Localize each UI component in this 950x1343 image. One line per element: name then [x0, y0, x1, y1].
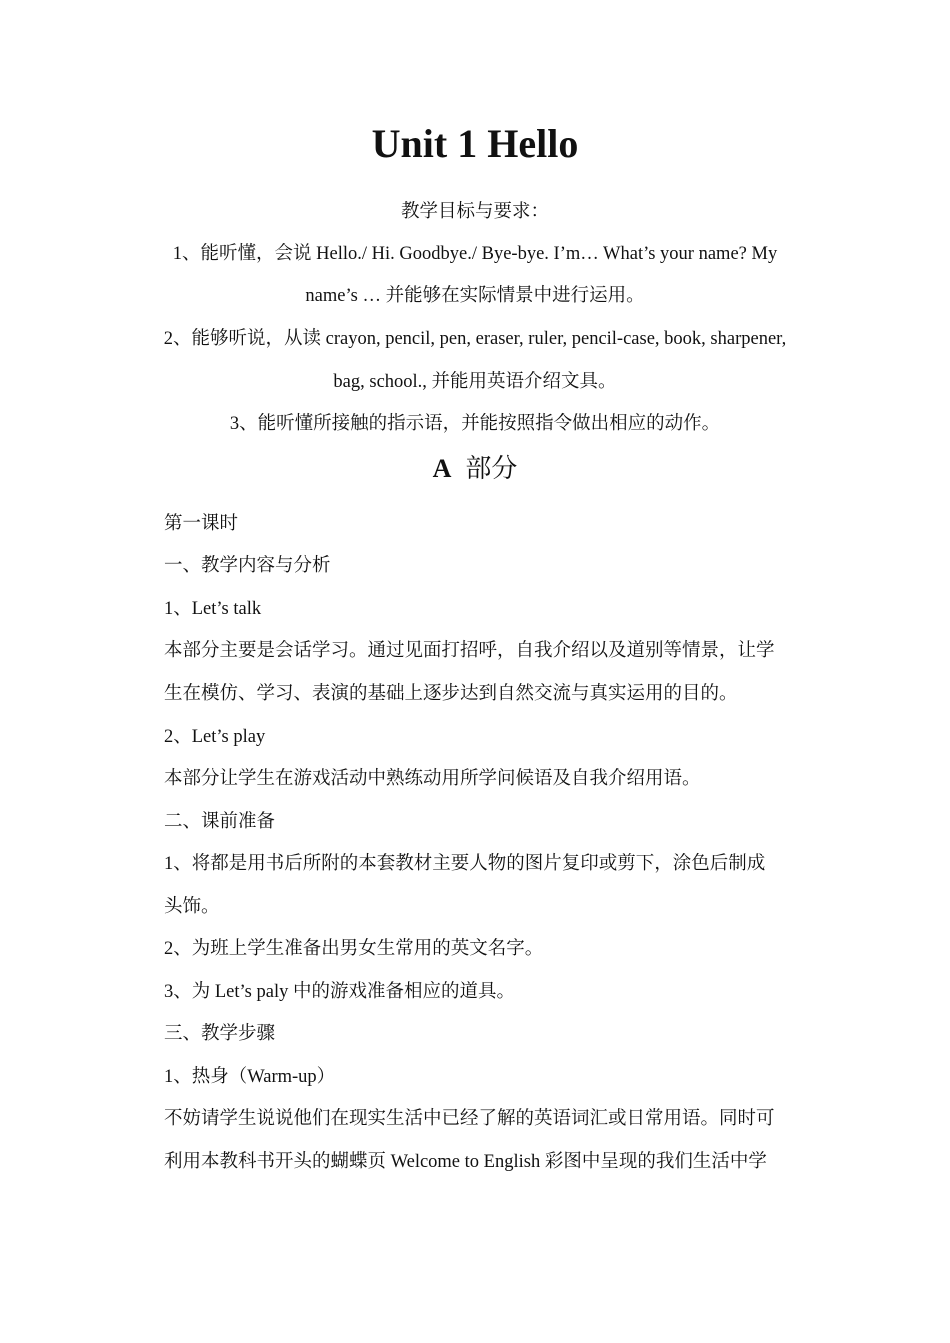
- goals-heading: 教学目标与要求：: [400, 202, 549, 222]
- goal-line: 2、能够听说，从读 crayon, pencil, pen, eraser, ruler, pencil-case, book, sharpener,: [163, 329, 787, 349]
- subsection-heading: 一、教学内容与分析: [164, 556, 331, 576]
- item-heading: 2、Let’s play: [164, 727, 266, 747]
- paragraph-line: 3、为 Let’s paly 中的游戏准备相应的道具。: [164, 982, 515, 1002]
- paragraph-line: 生在模仿、学习、表演的基础上逐步达到自然交流与真实运用的目的。: [164, 684, 738, 704]
- paragraph-line: 1、将都是用书后所附的本套教材主要人物的图片复印或剪下，涂色后制成: [164, 854, 766, 874]
- section-label: 部分: [465, 454, 518, 483]
- unit-title: Unit 1 Hello: [371, 121, 579, 166]
- paragraph-line: 利用本教科书开头的蝴蝶页 Welcome to English 彩图中呈现的我们生活中学: [164, 1152, 767, 1172]
- section-heading: [0, 452, 950, 486]
- paragraph-line: 本部分主要是会话学习。通过见面打招呼，自我介绍以及道别等情景，让学: [164, 641, 775, 661]
- goal-line: 3、能听懂所接触的指示语，并能按照指令做出相应的动作。: [229, 414, 721, 434]
- goal-line: 1、能听懂，会说 Hello./ Hi. Goodbye./ Bye-bye. I’m… What’s your name? My: [172, 244, 778, 264]
- section-letter: A: [432, 454, 452, 483]
- subsection-heading: 二、课前准备: [164, 812, 276, 832]
- paragraph-line: 头饰。: [164, 897, 220, 917]
- subsection-heading: 三、教学步骤: [164, 1024, 276, 1044]
- goal-line: bag, school., 并能用英语介绍文具。: [333, 372, 617, 392]
- paragraph-line: 不妨请学生说说他们在现实生活中已经了解的英语词汇或日常用语。同时可: [164, 1109, 775, 1129]
- goal-line: name’s … 并能够在实际情景中进行运用。: [305, 286, 645, 306]
- paragraph-line: 2、为班上学生准备出男女生常用的英文名字。: [164, 939, 544, 959]
- lesson-heading: 第一课时: [164, 514, 239, 534]
- item-heading: 1、Let’s talk: [164, 599, 262, 619]
- item-heading: 1、热身（Warm-up）: [164, 1067, 336, 1087]
- paragraph-line: 本部分让学生在游戏活动中熟练动用所学问候语及自我介绍用语。: [164, 769, 701, 789]
